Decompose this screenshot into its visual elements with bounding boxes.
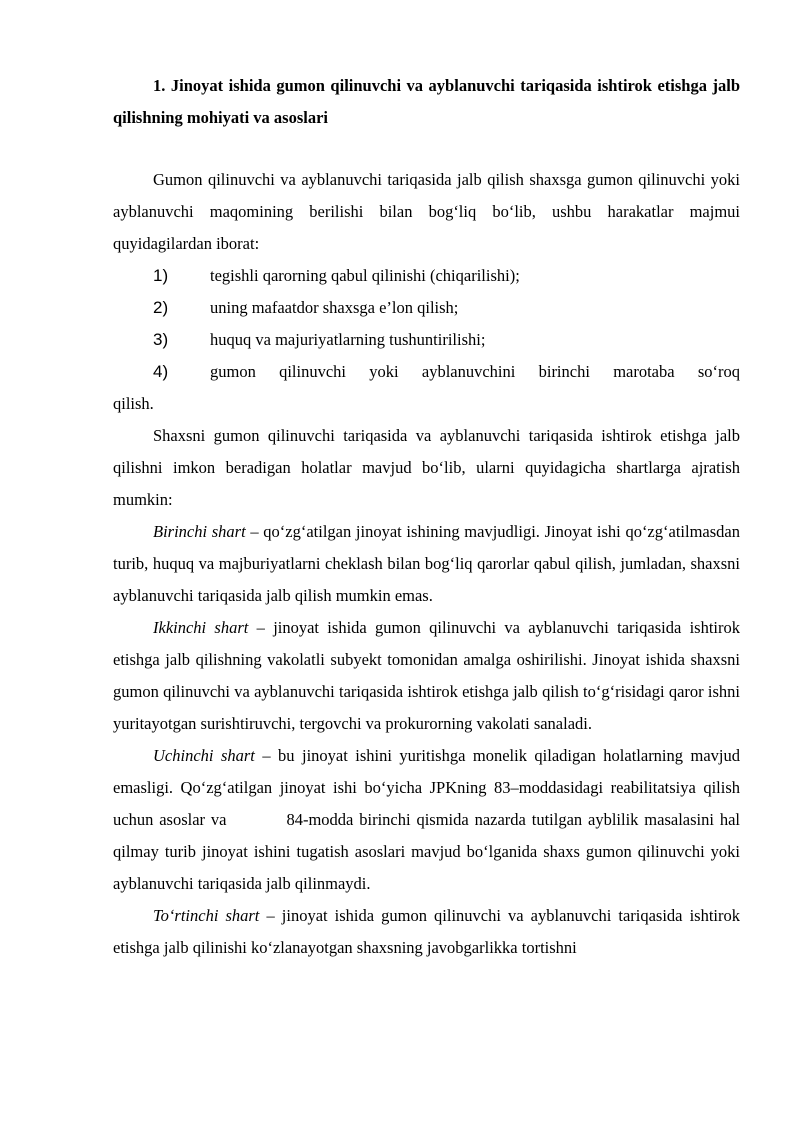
condition-4-text: – jinoyat ishida gumon qilinuvchi va ayblanuvchi tariqasida ishtirok etishga jalb qilinishi ko‘zlanayotgan shaxsning javobgarlikka tortishni — [113, 906, 740, 957]
condition-3-text-a: – bu jinoyat ishini yuritishga monelik qiladigan holatlarning mavjud emasligi. Qo‘zg‘atilgan jinoyat ishi bo‘yicha JPKning 83–moddasidagi reabilitatsiya qilish uchun asoslar va — [113, 746, 740, 829]
list-item — [113, 260, 740, 292]
condition-3-text-b: 84-modda birinchi qismida nazarda tutilgan ayblilik masalasini hal qilmay turib jinoyat ishini tugatish asoslari mavjud bo‘lganida shaxs gumon qilinuvchi yoki ayblanuvchi tariqasida jalb qilinmaydi. — [113, 810, 740, 893]
list-text: tegishli qarorning qabul qilinishi (chiqarilishi); — [210, 266, 520, 285]
list-number: 1) — [153, 266, 169, 285]
condition-4-paragraph — [113, 900, 740, 964]
condition-2-paragraph — [113, 612, 740, 740]
list-text: uning mafaatdor shaxsga e’lon qilish; — [210, 298, 459, 317]
list-text: gumon qilinuvchi yoki ayblanuvchini birinchi marotaba so‘roq — [210, 362, 740, 381]
intro-paragraph: Gumon qilinuvchi va ayblanuvchi tariqasida jalb qilish shaxsga gumon qilinuvchi yoki ayblanuvchi maqomining berilishi bilan bog‘liq bo‘lib, ushbu harakatlar majmui quyidagilardan iborat: — [113, 170, 740, 253]
condition-1-text: – qo‘zg‘atilgan jinoyat ishining mavjudligi. Jinoyat ishi qo‘zg‘atilmasdan turib, huquq va majburiyatlarni cheklash bilan bog‘liq qarorlar qabul qilish, jumladan, shaxsni ayblanuvchi tariqasida jalb qilish mumkin emas. — [113, 522, 740, 605]
condition-1-paragraph — [113, 516, 740, 612]
list-number: 2) — [153, 298, 169, 317]
list-text: huquq va majuriyatlarning tushuntirilishi; — [210, 330, 486, 349]
section-heading: 1. Jinoyat ishida gumon qilinuvchi va ayblanuvchi tariqasida ishtirok etishga jalb qilishning mohiyati va asoslari — [113, 76, 740, 127]
document-page — [113, 70, 740, 964]
condition-3-paragraph — [113, 740, 740, 900]
list-item — [113, 356, 740, 420]
condition-1-label: Birinchi shart — [153, 522, 246, 541]
condition-2-label: Ikkinchi shart — [153, 618, 249, 637]
list-text-continuation: qilish. — [113, 394, 154, 413]
condition-3-label: Uchinchi shart — [153, 746, 255, 765]
conditions-paragraph: Shaxsni gumon qilinuvchi tariqasida va ayblanuvchi tariqasida ishtirok etishga jalb qilishni imkon beradigan holatlar mavjud bo‘lib, ularni quyidagicha shartlarga ajratish mumkin: — [113, 426, 740, 509]
list-number: 4) — [153, 362, 169, 381]
condition-4-label: To‘rtinchi shart — [153, 906, 260, 925]
list-item — [113, 324, 740, 356]
list-number: 3) — [153, 330, 169, 349]
condition-2-text: – jinoyat ishida gumon qilinuvchi va ayblanuvchi tariqasida ishtirok etishga jalb qilishning vakolatli subyekt tomonidan amalga oshirilishi. Jinoyat ishida shaxsni gumon qilinuvchi va ayblanuvchi tariqasida ishtirok etishga jalb qilish to‘g‘risidagi qaror ishni yuritayotgan surishtiruvchi, tergovchi va prokurorning vakolati sanaladi. — [113, 618, 740, 733]
list-item — [113, 292, 740, 324]
